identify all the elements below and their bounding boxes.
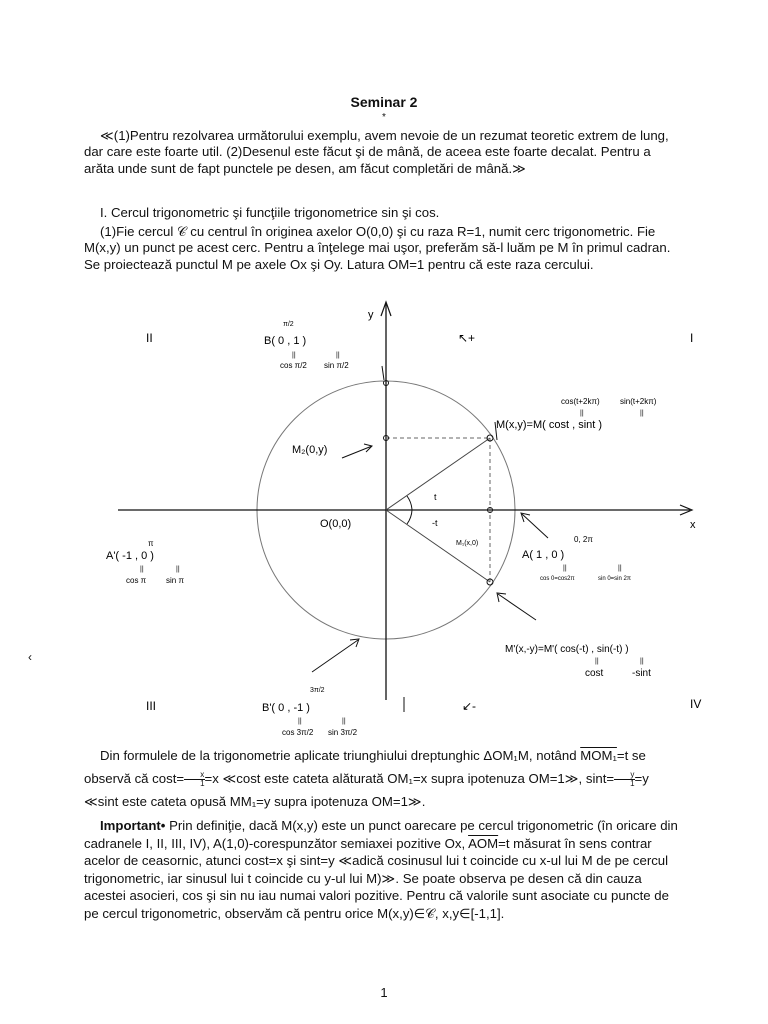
y-axis-label: y bbox=[368, 309, 374, 321]
B-point-label: B( 0 , 1 ) bbox=[264, 335, 307, 347]
Mprime-eq1: || bbox=[595, 658, 599, 665]
Bprime-sin-label: sin 3π/2 bbox=[328, 728, 358, 737]
B-sin-label: sin π/2 bbox=[324, 361, 349, 370]
Mprime-point-label: M'(x,-y)=M'( cos(-t) , sin(-t) ) bbox=[505, 644, 629, 655]
p5-text-b: =t măsurat în sens contrar acelor de ceasornic, atunci cost=x şi sint=y ≪adică cosinusul lui t coincide cu x-ul lui M de pe cercul trigonometric, iar sinusul lui t coincide cu y-ul lui M)≫. Se poate observa pe desen că din cauza acestei asocieri, cos şi sin nu iau numai valori pozitive. Pentru că valorile sunt asociate cu puncte de pe cercul trigonometric, observăm că pentru orice M(x,y)∈𝒞, x,y∈[-1,1]. bbox=[84, 835, 669, 921]
M-point-label: M(x,y)=M( cost , sint ) bbox=[496, 419, 603, 431]
angle-AOM: $\overline{AOM}$ bbox=[468, 835, 499, 851]
important-label: Important• bbox=[100, 818, 166, 833]
important-paragraph bbox=[84, 817, 684, 922]
quadrant-II-label: II bbox=[146, 331, 153, 345]
triangle-formulas-paragraph bbox=[84, 744, 684, 813]
angle-minus-t-label: -t bbox=[432, 518, 438, 528]
p4-text-c: =x ≪cost este cateta alăturată OM₁=x supra ipotenuza OM=1≫, sint= bbox=[204, 771, 615, 786]
Mprime-sin-label: -sint bbox=[632, 668, 651, 679]
Aprime-eq1: || bbox=[140, 566, 144, 573]
B-eq1: || bbox=[292, 352, 296, 359]
Bprime-angle-label: 3π/2 bbox=[310, 687, 325, 694]
M2-point-label: M₂(0,y) bbox=[292, 444, 328, 456]
pointer-Bprime bbox=[312, 640, 358, 672]
A-eq2: || bbox=[618, 565, 622, 572]
Aprime-sin-label: sin π bbox=[166, 576, 184, 585]
A-cos-label: cos 0=cos2π bbox=[540, 576, 575, 582]
A-sin-label: sin 0=sin 2π bbox=[598, 576, 631, 582]
page-number: 1 bbox=[380, 985, 388, 1000]
p4-text-a: Din formulele de la trigonometrie aplicate triunghiului dreptunghic ΔOM₁M, notând bbox=[100, 748, 577, 763]
origin-label: O(0,0) bbox=[320, 518, 352, 530]
Bprime-point-label: B'( 0 , -1 ) bbox=[262, 702, 310, 714]
M-eq1: || bbox=[580, 410, 584, 417]
pointer-B bbox=[382, 366, 384, 380]
margin-mark: ‹ bbox=[28, 650, 32, 664]
section-heading: I. Cercul trigonometric şi funcţiile trigonometrice sin şi cos. bbox=[100, 205, 440, 220]
page-title: Seminar 2 bbox=[350, 94, 418, 110]
quadrant-III-label: III bbox=[146, 699, 157, 713]
A-point-label: A( 1 , 0 ) bbox=[522, 549, 565, 561]
title-star: * bbox=[382, 112, 386, 123]
pointer-M2 bbox=[342, 446, 372, 458]
negative-direction-label: ↙- bbox=[462, 699, 477, 713]
Aprime-angle-label: π bbox=[148, 539, 154, 548]
positive-direction-label: ↖+ bbox=[458, 331, 476, 345]
p5-text-a: Prin definiţie, dacă M(x,y) este un punct oarecare pe cercul trigonometric (în oricare din cadranele I, II, III, IV), A(1,0)-corespunzător semiaxei pozitive Ox, bbox=[84, 818, 678, 851]
angle-arc-minus-t bbox=[407, 510, 412, 524]
Mprime-eq2: || bbox=[640, 658, 644, 665]
p4-text-d: =y ≪sint este cateta opusă MM₁=y supra ipotenuza OM=1≫. bbox=[84, 771, 649, 809]
fraction-y-over-1: $\frac{y}{1}$ bbox=[614, 771, 634, 788]
pointer-A bbox=[522, 514, 548, 538]
Bprime-eq1: || bbox=[298, 718, 302, 725]
Aprime-point-label: A'( -1 , 0 ) bbox=[106, 550, 154, 562]
B-cos-label: cos π/2 bbox=[280, 361, 307, 370]
M-cos-period-label: cos(t+2kπ) bbox=[561, 397, 600, 406]
p4-text-b: =t se observă că cost= bbox=[84, 748, 646, 786]
M-eq2: || bbox=[640, 410, 644, 417]
x-axis-label: x bbox=[690, 519, 696, 531]
angle-t-label: t bbox=[434, 492, 437, 502]
Bprime-cos-label: cos 3π/2 bbox=[282, 728, 314, 737]
quadrant-I-label: I bbox=[690, 331, 694, 345]
M1-point-label: M₁(x,0) bbox=[456, 540, 479, 547]
intro-paragraph: ≪(1)Pentru rezolvarea următorului exemplu, avem nevoie de un rezumat teoretic extrem de lung, dar care este foarte util. (2)Desenul este făcut şi de mână, de aceea este foarte decalat. Pentru a arăta unde sunt de fapt punctele pe desen, am făcut completări de mână.≫ bbox=[84, 128, 669, 176]
angle-arc-t bbox=[407, 496, 412, 510]
fraction-x-over-1: $\frac{x}{1}$ bbox=[184, 771, 204, 788]
Bprime-eq2: || bbox=[342, 718, 346, 725]
pointer-Mprime bbox=[498, 594, 536, 620]
Aprime-eq2: || bbox=[176, 566, 180, 573]
B-eq2: || bbox=[336, 352, 340, 359]
quadrant-IV-label: IV bbox=[690, 697, 702, 711]
A-angle-label: 0, 2π bbox=[574, 535, 593, 544]
A-eq1: || bbox=[563, 565, 567, 572]
M-sin-period-label: sin(t+2kπ) bbox=[620, 397, 657, 406]
angle-MOM1: MOM₁ bbox=[580, 748, 617, 763]
segment-OM bbox=[386, 438, 490, 510]
B-angle-label: π/2 bbox=[283, 321, 294, 328]
Aprime-cos-label: cos π bbox=[126, 576, 147, 585]
Mprime-cos-label: cost bbox=[585, 668, 604, 679]
circle-definition-paragraph: (1)Fie cercul 𝒞 cu centrul în originea axelor O(0,0) şi cu raza R=1, numit cerc trigonometric. Fie M(x,y) un punct pe acest cerc. Pentru a înţelege mai uşor, preferăm să-l luăm pe M în primul cadran. Se proiectează punctul M pe axele Ox şi Oy. Latura OM=1 pentru că este raza cercului. bbox=[84, 224, 671, 272]
